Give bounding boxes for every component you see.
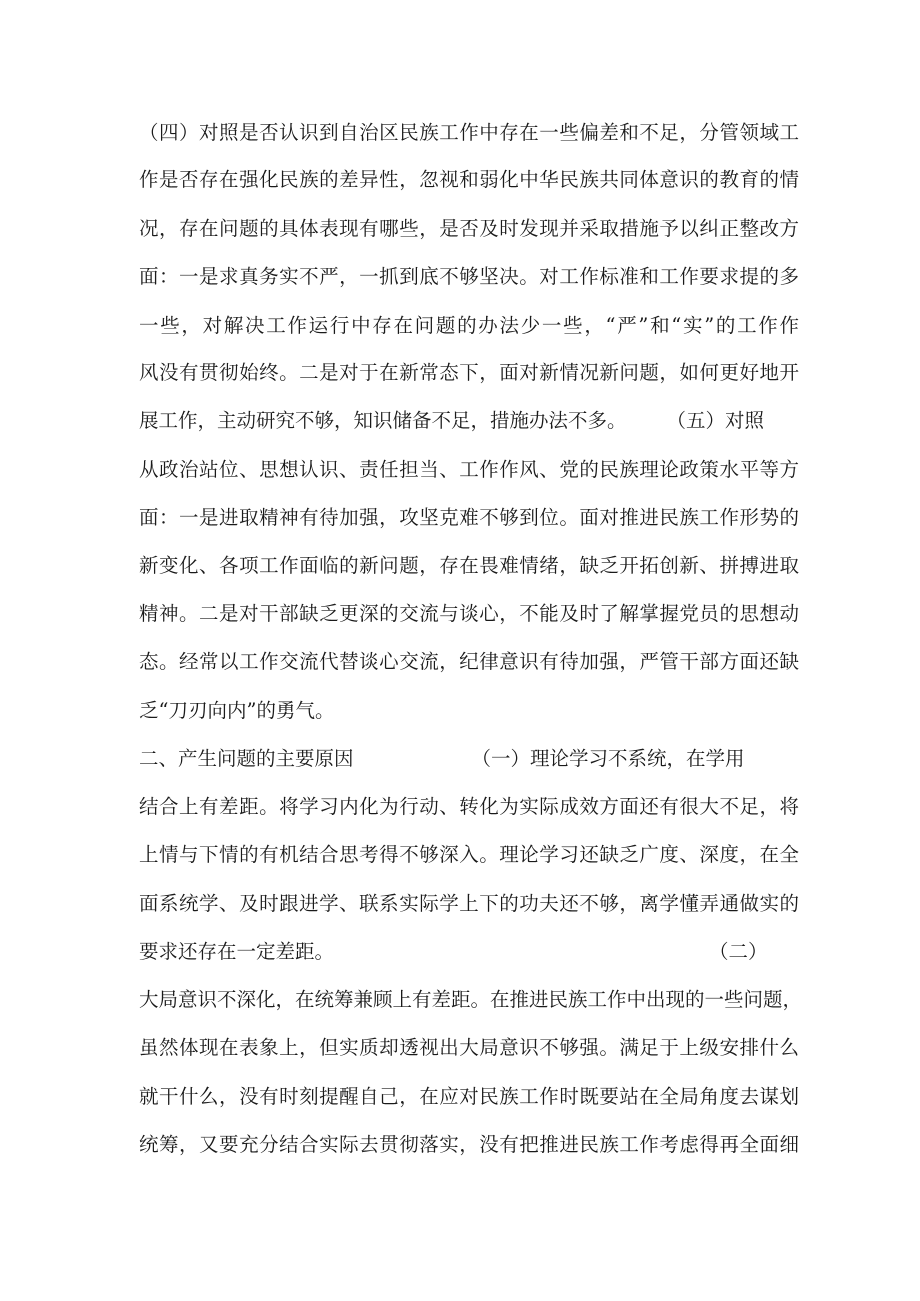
text-line: 新变化、各项工作面临的新问题，存在畏难情绪，缺乏开拓创新、拼搏进取 — [139, 554, 799, 577]
text-segment: 要求还存在一定差距。 — [139, 940, 335, 963]
text-line: 风没有贯彻始终。二是对于在新常态下，面对新情况新问题，如何更好地开 — [139, 361, 799, 384]
text-line: 一些，对解决工作运行中存在问题的办法少一些，“严”和“实”的工作作 — [139, 314, 799, 337]
text-line: 结合上有差距。将学习内化为行动、转化为实际成效方面还有很大不足，将 — [139, 795, 799, 818]
text-segment: 展工作，主动研究不够，知识储备不足，措施办法不多。 — [139, 409, 627, 432]
text-line: 从政治站位、思想认识、责任担当、工作作风、党的民族理论政策水平等方 — [139, 458, 799, 481]
section-heading-five: （五）对照 — [666, 409, 765, 432]
text-line: （四）对照是否认识到自治区民族工作中存在一些偏差和不足，分管领域工 — [139, 121, 799, 144]
text-line: 统筹，又要充分结合实际去贯彻落实，没有把推进民族工作考虑得再全面细 — [139, 1133, 799, 1156]
text-line: 面系统学、及时跟进学、联系实际学上下的功夫还不够，离学懂弄通做实的 — [139, 892, 799, 915]
text-line-with-heading — [139, 742, 799, 776]
subsection-heading-one: （一）理论学习不系统，在学用 — [471, 747, 745, 770]
text-line: 面：一是进取精神有待加强，攻坚克难不够到位。面对推进民族工作形势的 — [139, 506, 799, 529]
text-line: 乏“刀刃向内”的勇气。 — [139, 699, 335, 722]
text-line: 况，存在问题的具体表现有哪些，是否及时发现并采取措施予以纠正整改方 — [139, 217, 799, 240]
text-line: 虽然体现在表象上，但实质却透视出大局意识不够强。满足于上级安排什么 — [139, 1036, 799, 1059]
text-line: 作是否存在强化民族的差异性，忽视和弱化中华民族共同体意识的教育的情 — [139, 168, 799, 191]
text-line-with-heading — [139, 404, 799, 438]
section-heading-two: 二、产生问题的主要原因 — [139, 747, 354, 770]
text-line: 态。经常以工作交流代替谈心交流，纪律意识有待加强，严管干部方面还缺 — [139, 650, 799, 673]
text-line: 面：一是求真务实不严，一抓到底不够坚决。对工作标准和工作要求提的多 — [139, 265, 799, 288]
text-line: 就干什么，没有时刻提醒自己，在应对民族工作时既要站在全局角度去谋划 — [139, 1085, 799, 1108]
text-line: 大局意识不深化，在统筹兼顾上有差距。在推进民族工作中出现的一些问题， — [139, 988, 803, 1011]
text-line: 上情与下情的有机结合思考得不够深入。理论学习还缺乏广度、深度，在全 — [139, 843, 799, 866]
text-line-with-heading — [139, 935, 799, 969]
text-line: 精神。二是对干部缺乏更深的交流与谈心，不能及时了解掌握党员的思想动 — [139, 602, 799, 625]
subsection-heading-two: （二） — [709, 940, 768, 963]
